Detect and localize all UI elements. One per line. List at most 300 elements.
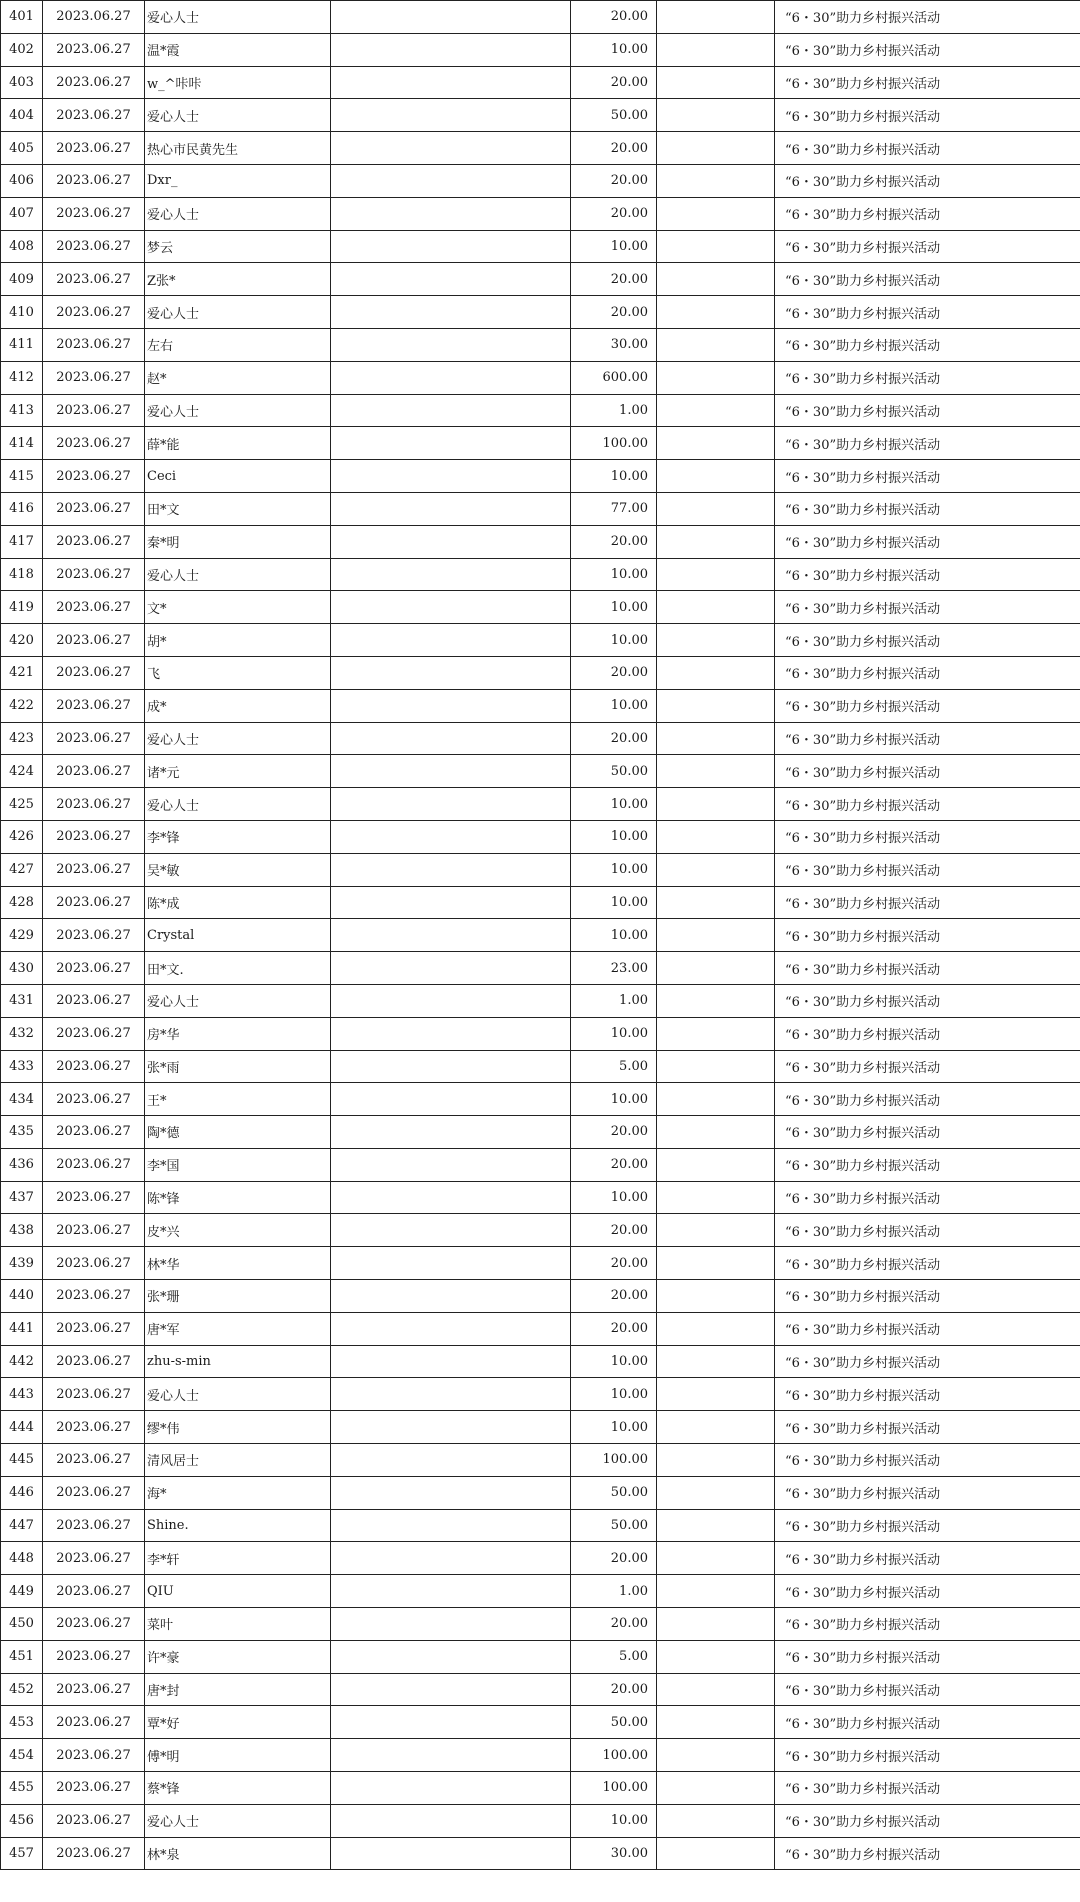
empty-cell (657, 886, 775, 919)
row-number-cell: 451 (1, 1640, 43, 1673)
row-number-cell: 425 (1, 788, 43, 821)
empty-cell (657, 591, 775, 624)
donor-name-cell: 爱心人士 (145, 558, 331, 591)
purpose-cell: “6・30”助力乡村振兴活动 (775, 919, 1080, 952)
empty-cell (331, 66, 571, 99)
date-cell: 2023.06.27 (43, 689, 145, 722)
date-cell: 2023.06.27 (43, 1772, 145, 1805)
amount-cell: 1.00 (571, 394, 657, 427)
table-row (1, 1411, 1080, 1444)
row-number-cell: 429 (1, 919, 43, 952)
table-row (1, 427, 1080, 460)
date-cell: 2023.06.27 (43, 197, 145, 230)
row-number-cell: 454 (1, 1739, 43, 1772)
table-row (1, 66, 1080, 99)
empty-cell (331, 853, 571, 886)
row-number-cell: 412 (1, 361, 43, 394)
table-row (1, 394, 1080, 427)
empty-cell (331, 689, 571, 722)
empty-cell (657, 1575, 775, 1608)
row-number-cell: 415 (1, 460, 43, 493)
empty-cell (331, 1476, 571, 1509)
purpose-cell: “6・30”助力乡村振兴活动 (775, 689, 1080, 722)
purpose-cell: “6・30”助力乡村振兴活动 (775, 197, 1080, 230)
purpose-cell: “6・30”助力乡村振兴活动 (775, 1575, 1080, 1608)
date-cell: 2023.06.27 (43, 1476, 145, 1509)
table-row (1, 1804, 1080, 1837)
row-number-cell: 443 (1, 1378, 43, 1411)
empty-cell (657, 1640, 775, 1673)
table-row (1, 1247, 1080, 1280)
empty-cell (657, 460, 775, 493)
table-row (1, 1378, 1080, 1411)
purpose-cell: “6・30”助力乡村振兴活动 (775, 1, 1080, 34)
date-cell: 2023.06.27 (43, 1411, 145, 1444)
row-number-cell: 444 (1, 1411, 43, 1444)
amount-cell: 10.00 (571, 460, 657, 493)
ledger-body (1, 1, 1080, 1870)
date-cell: 2023.06.27 (43, 1378, 145, 1411)
purpose-cell: “6・30”助力乡村振兴活动 (775, 66, 1080, 99)
empty-cell (331, 1804, 571, 1837)
empty-cell (657, 230, 775, 263)
donor-name-cell: 王* (145, 1083, 331, 1116)
purpose-cell: “6・30”助力乡村振兴活动 (775, 1017, 1080, 1050)
amount-cell: 1.00 (571, 1575, 657, 1608)
donor-name-cell: 李*锋 (145, 820, 331, 853)
purpose-cell: “6・30”助力乡村振兴活动 (775, 525, 1080, 558)
donor-name-cell: 房*华 (145, 1017, 331, 1050)
table-row (1, 1509, 1080, 1542)
amount-cell: 20.00 (571, 66, 657, 99)
empty-cell (331, 1148, 571, 1181)
date-cell: 2023.06.27 (43, 1247, 145, 1280)
donor-name-cell: 温*霞 (145, 33, 331, 66)
empty-cell (657, 1083, 775, 1116)
table-row (1, 197, 1080, 230)
date-cell: 2023.06.27 (43, 328, 145, 361)
amount-cell: 100.00 (571, 1444, 657, 1477)
donor-name-cell: 吴*敏 (145, 853, 331, 886)
empty-cell (331, 361, 571, 394)
purpose-cell: “6・30”助力乡村振兴活动 (775, 1706, 1080, 1739)
amount-cell: 10.00 (571, 1181, 657, 1214)
table-row (1, 230, 1080, 263)
empty-cell (657, 1837, 775, 1870)
row-number-cell: 416 (1, 492, 43, 525)
row-number-cell: 438 (1, 1214, 43, 1247)
table-row (1, 1181, 1080, 1214)
donor-name-cell: 爱心人士 (145, 1378, 331, 1411)
empty-cell (331, 296, 571, 329)
amount-cell: 600.00 (571, 361, 657, 394)
donor-name-cell: 诸*元 (145, 755, 331, 788)
table-row (1, 132, 1080, 165)
table-row (1, 296, 1080, 329)
date-cell: 2023.06.27 (43, 1017, 145, 1050)
date-cell: 2023.06.27 (43, 164, 145, 197)
row-number-cell: 455 (1, 1772, 43, 1805)
empty-cell (331, 1411, 571, 1444)
purpose-cell: “6・30”助力乡村振兴活动 (775, 1181, 1080, 1214)
table-row (1, 1640, 1080, 1673)
date-cell: 2023.06.27 (43, 591, 145, 624)
table-row (1, 1050, 1080, 1083)
amount-cell: 10.00 (571, 591, 657, 624)
empty-cell (657, 296, 775, 329)
empty-cell (657, 1312, 775, 1345)
date-cell: 2023.06.27 (43, 394, 145, 427)
row-number-cell: 430 (1, 952, 43, 985)
row-number-cell: 422 (1, 689, 43, 722)
table-row (1, 1608, 1080, 1641)
date-cell: 2023.06.27 (43, 1181, 145, 1214)
donor-name-cell: 蔡*锋 (145, 1772, 331, 1805)
purpose-cell: “6・30”助力乡村振兴活动 (775, 952, 1080, 985)
table-row (1, 558, 1080, 591)
empty-cell (657, 263, 775, 296)
donor-name-cell: 赵* (145, 361, 331, 394)
purpose-cell: “6・30”助力乡村振兴活动 (775, 492, 1080, 525)
row-number-cell: 409 (1, 263, 43, 296)
amount-cell: 50.00 (571, 1509, 657, 1542)
empty-cell (331, 722, 571, 755)
empty-cell (657, 132, 775, 165)
amount-cell: 20.00 (571, 1312, 657, 1345)
donor-name-cell: 陈*锋 (145, 1181, 331, 1214)
date-cell: 2023.06.27 (43, 886, 145, 919)
empty-cell (657, 1509, 775, 1542)
date-cell: 2023.06.27 (43, 1050, 145, 1083)
empty-cell (657, 820, 775, 853)
table-row (1, 1017, 1080, 1050)
table-row (1, 952, 1080, 985)
donor-name-cell: Crystal (145, 919, 331, 952)
empty-cell (657, 1542, 775, 1575)
row-number-cell: 453 (1, 1706, 43, 1739)
row-number-cell: 423 (1, 722, 43, 755)
empty-cell (657, 1148, 775, 1181)
empty-cell (331, 1050, 571, 1083)
empty-cell (331, 591, 571, 624)
donor-name-cell: 菜叶 (145, 1608, 331, 1641)
empty-cell (331, 525, 571, 558)
row-number-cell: 410 (1, 296, 43, 329)
date-cell: 2023.06.27 (43, 1, 145, 34)
empty-cell (657, 525, 775, 558)
donor-name-cell: 左右 (145, 328, 331, 361)
table-row (1, 755, 1080, 788)
donor-name-cell: 张*珊 (145, 1280, 331, 1313)
empty-cell (657, 1050, 775, 1083)
empty-cell (657, 1181, 775, 1214)
row-number-cell: 435 (1, 1116, 43, 1149)
empty-cell (331, 33, 571, 66)
amount-cell: 10.00 (571, 1378, 657, 1411)
date-cell: 2023.06.27 (43, 788, 145, 821)
amount-cell: 20.00 (571, 1280, 657, 1313)
empty-cell (331, 1116, 571, 1149)
empty-cell (331, 427, 571, 460)
donor-name-cell: 秦*明 (145, 525, 331, 558)
amount-cell: 10.00 (571, 820, 657, 853)
date-cell: 2023.06.27 (43, 492, 145, 525)
date-cell: 2023.06.27 (43, 99, 145, 132)
date-cell: 2023.06.27 (43, 1444, 145, 1477)
amount-cell: 5.00 (571, 1050, 657, 1083)
purpose-cell: “6・30”助力乡村振兴活动 (775, 624, 1080, 657)
row-number-cell: 442 (1, 1345, 43, 1378)
donor-name-cell: 田*文. (145, 952, 331, 985)
row-number-cell: 439 (1, 1247, 43, 1280)
empty-cell (331, 132, 571, 165)
table-row (1, 1083, 1080, 1116)
donor-name-cell: QIU (145, 1575, 331, 1608)
date-cell: 2023.06.27 (43, 919, 145, 952)
empty-cell (657, 1673, 775, 1706)
table-row (1, 689, 1080, 722)
empty-cell (331, 656, 571, 689)
purpose-cell: “6・30”助力乡村振兴活动 (775, 460, 1080, 493)
row-number-cell: 402 (1, 33, 43, 66)
empty-cell (331, 1575, 571, 1608)
amount-cell: 23.00 (571, 952, 657, 985)
amount-cell: 10.00 (571, 919, 657, 952)
amount-cell: 20.00 (571, 164, 657, 197)
empty-cell (331, 1739, 571, 1772)
row-number-cell: 404 (1, 99, 43, 132)
purpose-cell: “6・30”助力乡村振兴活动 (775, 1476, 1080, 1509)
donor-name-cell: 飞 (145, 656, 331, 689)
donor-name-cell: 缪*伟 (145, 1411, 331, 1444)
row-number-cell: 414 (1, 427, 43, 460)
table-row (1, 1444, 1080, 1477)
row-number-cell: 449 (1, 1575, 43, 1608)
table-row (1, 1345, 1080, 1378)
row-number-cell: 431 (1, 984, 43, 1017)
purpose-cell: “6・30”助力乡村振兴活动 (775, 230, 1080, 263)
purpose-cell: “6・30”助力乡村振兴活动 (775, 1837, 1080, 1870)
row-number-cell: 401 (1, 1, 43, 34)
empty-cell (331, 394, 571, 427)
amount-cell: 10.00 (571, 853, 657, 886)
amount-cell: 50.00 (571, 1476, 657, 1509)
purpose-cell: “6・30”助力乡村振兴活动 (775, 361, 1080, 394)
amount-cell: 20.00 (571, 1214, 657, 1247)
empty-cell (331, 1083, 571, 1116)
empty-cell (331, 755, 571, 788)
row-number-cell: 418 (1, 558, 43, 591)
empty-cell (657, 1772, 775, 1805)
donor-name-cell: 李*轩 (145, 1542, 331, 1575)
row-number-cell: 433 (1, 1050, 43, 1083)
empty-cell (657, 1, 775, 34)
amount-cell: 20.00 (571, 1608, 657, 1641)
empty-cell (331, 1772, 571, 1805)
table-row (1, 1280, 1080, 1313)
table-row (1, 820, 1080, 853)
donor-name-cell: 皮*兴 (145, 1214, 331, 1247)
purpose-cell: “6・30”助力乡村振兴活动 (775, 1640, 1080, 1673)
table-row (1, 1312, 1080, 1345)
date-cell: 2023.06.27 (43, 296, 145, 329)
donor-name-cell: 唐*封 (145, 1673, 331, 1706)
purpose-cell: “6・30”助力乡村振兴活动 (775, 558, 1080, 591)
purpose-cell: “6・30”助力乡村振兴活动 (775, 1050, 1080, 1083)
amount-cell: 100.00 (571, 1739, 657, 1772)
row-number-cell: 427 (1, 853, 43, 886)
table-row (1, 1772, 1080, 1805)
date-cell: 2023.06.27 (43, 263, 145, 296)
table-row (1, 1575, 1080, 1608)
empty-cell (331, 197, 571, 230)
empty-cell (657, 99, 775, 132)
empty-cell (657, 853, 775, 886)
amount-cell: 10.00 (571, 33, 657, 66)
empty-cell (331, 1345, 571, 1378)
date-cell: 2023.06.27 (43, 1083, 145, 1116)
purpose-cell: “6・30”助力乡村振兴活动 (775, 1312, 1080, 1345)
table-row (1, 1116, 1080, 1149)
table-row (1, 656, 1080, 689)
table-row (1, 492, 1080, 525)
row-number-cell: 434 (1, 1083, 43, 1116)
empty-cell (657, 624, 775, 657)
donor-name-cell: zhu-s-min (145, 1345, 331, 1378)
empty-cell (331, 820, 571, 853)
empty-cell (331, 624, 571, 657)
date-cell: 2023.06.27 (43, 1739, 145, 1772)
empty-cell (657, 952, 775, 985)
empty-cell (657, 1804, 775, 1837)
donor-name-cell: 爱心人士 (145, 1804, 331, 1837)
table-row (1, 1706, 1080, 1739)
date-cell: 2023.06.27 (43, 1214, 145, 1247)
empty-cell (657, 361, 775, 394)
empty-cell (331, 99, 571, 132)
purpose-cell: “6・30”助力乡村振兴活动 (775, 722, 1080, 755)
table-row (1, 164, 1080, 197)
amount-cell: 20.00 (571, 722, 657, 755)
purpose-cell: “6・30”助力乡村振兴活动 (775, 853, 1080, 886)
empty-cell (657, 394, 775, 427)
empty-cell (331, 460, 571, 493)
purpose-cell: “6・30”助力乡村振兴活动 (775, 1542, 1080, 1575)
empty-cell (657, 427, 775, 460)
empty-cell (331, 1, 571, 34)
table-row (1, 591, 1080, 624)
donor-name-cell: Z张* (145, 263, 331, 296)
purpose-cell: “6・30”助力乡村振兴活动 (775, 1345, 1080, 1378)
date-cell: 2023.06.27 (43, 525, 145, 558)
donor-name-cell: 傅*明 (145, 1739, 331, 1772)
amount-cell: 20.00 (571, 132, 657, 165)
table-row (1, 886, 1080, 919)
table-row (1, 984, 1080, 1017)
amount-cell: 10.00 (571, 1411, 657, 1444)
date-cell: 2023.06.27 (43, 820, 145, 853)
empty-cell (331, 1673, 571, 1706)
empty-cell (657, 722, 775, 755)
empty-cell (331, 1378, 571, 1411)
row-number-cell: 411 (1, 328, 43, 361)
row-number-cell: 452 (1, 1673, 43, 1706)
purpose-cell: “6・30”助力乡村振兴活动 (775, 1608, 1080, 1641)
date-cell: 2023.06.27 (43, 558, 145, 591)
date-cell: 2023.06.27 (43, 1706, 145, 1739)
donor-name-cell: 林*泉 (145, 1837, 331, 1870)
purpose-cell: “6・30”助力乡村振兴活动 (775, 755, 1080, 788)
empty-cell (657, 492, 775, 525)
table-row (1, 33, 1080, 66)
empty-cell (657, 1017, 775, 1050)
empty-cell (331, 1017, 571, 1050)
donor-name-cell: 薛*能 (145, 427, 331, 460)
row-number-cell: 421 (1, 656, 43, 689)
row-number-cell: 428 (1, 886, 43, 919)
empty-cell (331, 263, 571, 296)
amount-cell: 10.00 (571, 230, 657, 263)
donor-name-cell: 爱心人士 (145, 99, 331, 132)
empty-cell (331, 1181, 571, 1214)
empty-cell (331, 230, 571, 263)
empty-cell (657, 1247, 775, 1280)
table-row (1, 99, 1080, 132)
table-row (1, 788, 1080, 821)
empty-cell (331, 919, 571, 952)
purpose-cell: “6・30”助力乡村振兴活动 (775, 263, 1080, 296)
purpose-cell: “6・30”助力乡村振兴活动 (775, 1214, 1080, 1247)
empty-cell (331, 558, 571, 591)
table-row (1, 1673, 1080, 1706)
donor-name-cell: 覃*好 (145, 1706, 331, 1739)
empty-cell (657, 66, 775, 99)
purpose-cell: “6・30”助力乡村振兴活动 (775, 591, 1080, 624)
donor-name-cell: 许*豪 (145, 1640, 331, 1673)
purpose-cell: “6・30”助力乡村振兴活动 (775, 1444, 1080, 1477)
empty-cell (657, 1476, 775, 1509)
empty-cell (657, 689, 775, 722)
donor-name-cell: Shine. (145, 1509, 331, 1542)
purpose-cell: “6・30”助力乡村振兴活动 (775, 33, 1080, 66)
table-row (1, 263, 1080, 296)
amount-cell: 1.00 (571, 984, 657, 1017)
row-number-cell: 424 (1, 755, 43, 788)
row-number-cell: 420 (1, 624, 43, 657)
donor-name-cell: 爱心人士 (145, 296, 331, 329)
row-number-cell: 419 (1, 591, 43, 624)
row-number-cell: 437 (1, 1181, 43, 1214)
table-row (1, 328, 1080, 361)
row-number-cell: 440 (1, 1280, 43, 1313)
empty-cell (331, 1444, 571, 1477)
amount-cell: 20.00 (571, 263, 657, 296)
donor-name-cell: 爱心人士 (145, 984, 331, 1017)
empty-cell (657, 197, 775, 230)
empty-cell (657, 1739, 775, 1772)
empty-cell (331, 1509, 571, 1542)
empty-cell (657, 1345, 775, 1378)
amount-cell: 30.00 (571, 1837, 657, 1870)
amount-cell: 20.00 (571, 296, 657, 329)
row-number-cell: 441 (1, 1312, 43, 1345)
amount-cell: 10.00 (571, 886, 657, 919)
donor-name-cell: 海* (145, 1476, 331, 1509)
amount-cell: 10.00 (571, 624, 657, 657)
table-row (1, 1739, 1080, 1772)
table-row (1, 919, 1080, 952)
purpose-cell: “6・30”助力乡村振兴活动 (775, 164, 1080, 197)
